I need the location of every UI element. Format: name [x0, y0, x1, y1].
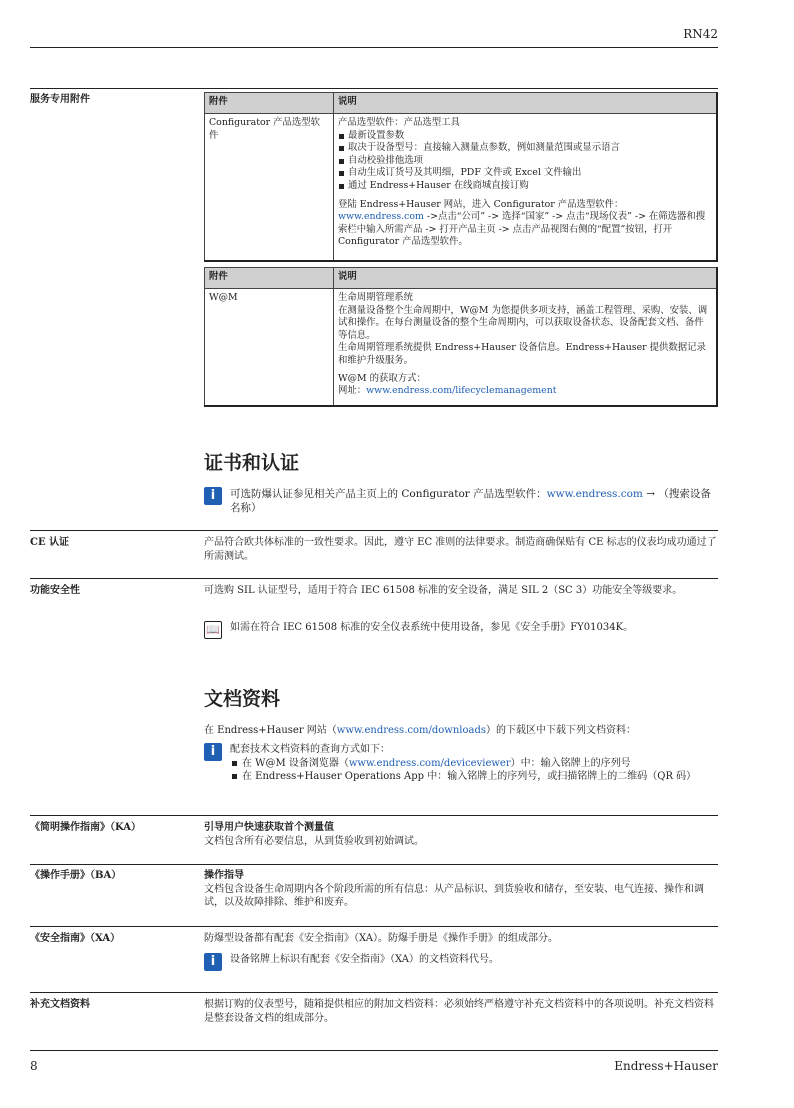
documentation-note	[204, 743, 718, 784]
ba-body: 文档包含设备生命周期内各个阶段所需的所有信息：从产品标识、到货验收和储存，至安装、电气连接、操作和调试，以及故障排除、维护和废弃。	[204, 883, 704, 908]
note-text	[230, 487, 718, 515]
downloads-link[interactable]: www.endress.com/downloads	[336, 725, 486, 736]
info-icon: i	[204, 953, 222, 971]
ka-body: 文档包含所有必要信息，从到货验收到初始调试。	[204, 835, 424, 847]
service-accessories-label: 服务专用附件	[30, 94, 90, 105]
info-icon: i	[204, 743, 222, 761]
ce-label: CE 认证	[30, 537, 70, 548]
table-header-accessory: 附件	[205, 93, 334, 114]
item-post: ）中：输入铭牌上的序列号	[510, 757, 631, 769]
ka-title: 引导用户快速获取首个测量值	[204, 822, 334, 833]
list-item: 最新设置参数	[338, 130, 712, 143]
table-header-description: 说明	[334, 268, 718, 289]
footer-rule	[30, 1050, 718, 1051]
section-rule	[30, 815, 718, 816]
xa-label: 《安全指南》（XA）	[30, 933, 121, 944]
supplementary-label: 补充文档资料	[30, 999, 90, 1010]
documentation-intro	[204, 724, 718, 738]
list-item: 自动校验排他选项	[338, 155, 712, 168]
access-intro: 登陆 Endress+Hauser 网站，进入 Configurator 产品选型软件：	[338, 198, 624, 210]
ka-label: 《简明操作指南》（KA）	[30, 822, 142, 833]
accessory-description	[334, 114, 718, 262]
documentation-title: 文档资料	[204, 688, 281, 710]
list-item: 取决于设备型号：直接输入测量点参数，例如测量范围或显示语言	[338, 142, 712, 155]
table-header-description: 说明	[334, 93, 718, 114]
table-header-accessory: 附件	[205, 268, 334, 289]
item-pre: 在 W@M 设备浏览器（	[242, 757, 349, 769]
xa-text: 防爆型设备都有配套《安全指南》（XA）。防爆手册是《操作手册》的组成部分。	[204, 933, 558, 944]
access-label: 网址：	[338, 385, 367, 397]
list-item	[230, 757, 718, 771]
feature-list	[338, 130, 712, 193]
intro-post: ）的下载区中下载下列文档资料：	[485, 725, 636, 736]
desc-intro: 产品选型软件：产品选型工具	[338, 117, 460, 128]
access-instructions	[338, 199, 712, 249]
access-url-line	[338, 385, 712, 398]
intro-pre: 在 Endress+Hauser 网站（	[204, 725, 337, 736]
list-item: 通过 Endress+Hauser 在线商城直接订购	[338, 180, 712, 193]
xa-note	[204, 953, 718, 967]
list-item: 自动生成订货号及其明细，PDF 文件或 Excel 文件输出	[338, 167, 712, 180]
section-rule	[30, 88, 718, 89]
supplementary-text: 根据订购的仪表型号，随箱提供相应的附加文档资料：必须始终严格遵守补充文档资料中的各项说明。补充文档资料是整套设备文档的组成部分。	[204, 999, 714, 1024]
endress-link[interactable]: www.endress.com	[338, 211, 424, 223]
deviceviewer-link[interactable]: www.endress.com/deviceviewer	[348, 757, 511, 769]
accessory-name: W@M	[205, 289, 334, 407]
doc-code: RN42	[683, 27, 718, 41]
note-text: 如需在符合 IEC 61508 标准的安全仪表系统中使用设备，参见《安全手册》FY01034K。	[230, 622, 634, 633]
brand-name: Endress+Hauser	[614, 1059, 718, 1073]
ba-title: 操作指导	[204, 870, 244, 881]
wam-table	[204, 267, 718, 407]
section-rule	[30, 530, 718, 531]
section-rule	[30, 992, 718, 993]
ka-text	[204, 821, 718, 848]
accessory-name: Configurator 产品选型软件	[205, 114, 334, 262]
note-tail: （搜索设备名称）	[230, 488, 711, 514]
note-text	[230, 743, 718, 784]
arrow-icon: →	[646, 488, 656, 500]
functional-safety-text: 可选购 SIL 认证型号，适用于符合 IEC 61508 标准的安全设备，满足 SIL 2（SC 3）功能安全等级要求。	[204, 585, 683, 596]
functional-safety-label: 功能安全性	[30, 585, 80, 596]
note-title: 配套技术文档资料的查询方式如下：	[230, 744, 390, 755]
certificates-title: 证书和认证	[204, 452, 300, 474]
ce-text: 产品符合欧共体标准的一致性要求。因此，遵守 EC 准则的法律要求。制造商确保贴有 CE 标志的仪表均成功通过了所需测试。	[204, 537, 717, 562]
lifecycle-link[interactable]: www.endress.com/lifecyclemanagement	[366, 385, 557, 397]
desc-line: 在测量设备整个生命周期中，W@M 为您提供多项支持，涵盖工程管理、采购、安装、调试和操作。在每台测量设备的整个生命周期内，可以获取设备状态、设备配套文档、备件等信息。	[338, 304, 708, 341]
ba-label: 《操作手册》（BA）	[30, 870, 122, 881]
certificates-note	[204, 487, 718, 515]
configurator-table	[204, 92, 718, 262]
ba-text	[204, 869, 718, 910]
access-title: W@M 的获取方式：	[338, 372, 426, 384]
note-list	[230, 757, 718, 784]
book-icon: 📖	[204, 621, 222, 639]
note-text: 设备铭牌上标识有配套《安全指南》（XA）的文档资料代号。	[230, 954, 499, 965]
functional-safety-note	[204, 621, 718, 635]
section-rule	[30, 578, 718, 579]
accessory-description	[334, 289, 718, 407]
desc-line: 生命周期管理系统提供 Endress+Hauser 设备信息。Endress+Hauser 提供数据记录和维护升级服务。	[338, 342, 706, 366]
desc-line: 生命周期管理系统	[338, 292, 414, 303]
info-icon: i	[204, 487, 222, 505]
section-rule	[30, 926, 718, 927]
section-rule	[30, 864, 718, 865]
header-rule	[30, 47, 718, 48]
endress-link[interactable]: www.endress.com	[546, 488, 643, 500]
access-steps: ->点击“公司” -> 选择“国家” -> 点击“现场仪表” -> 在筛选器和搜索栏中输入所需产品 -> 打开产品主页 -> 点击产品视图右侧的“配置”按钮，打开 Configurator 产品选型软件。	[338, 211, 706, 248]
page-number: 8	[30, 1059, 38, 1073]
note-body: 可选防爆认证参见相关产品主页上的 Configurator 产品选型软件：	[230, 488, 547, 500]
list-item: 在 Endress+Hauser Operations App 中：输入铭牌上的序列号，或扫描铭牌上的二维码（QR 码）	[230, 770, 718, 784]
